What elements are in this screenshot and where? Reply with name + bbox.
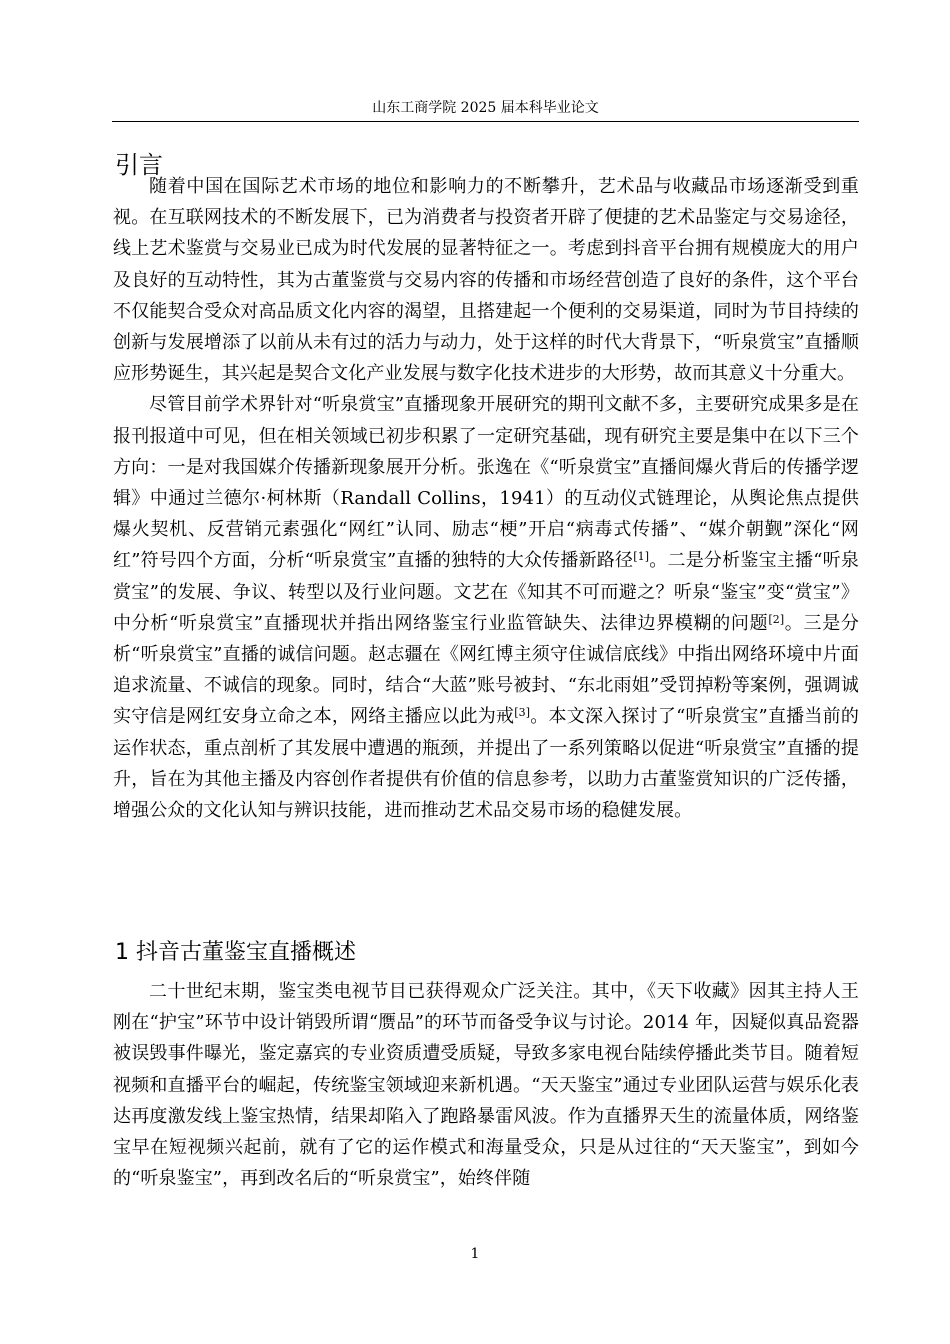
paragraph-text: 。三是分析“听泉赏宝”直播的诚信问题。赵志疆在《网红博主须守住诚信底线》中指出网络环境中片面追求流量、不诚信的现象。同时，结合“大蓝”账号被封、“东北雨姐”受罚掉粉等案例，强调诚实守信是网红安身立命之本，网络主播应以此为戒 [113, 612, 859, 728]
paragraph-text: 。二是分析鉴宝主播“听泉赏宝”的发展、争议、转型以及行业问题。文艺在《知其不可而避之？听泉“鉴宝”变“赏宝”》中分析“听泉赏宝”直播现状并指出网络鉴宝行业监管缺失、法律边界模糊的问题 [113, 550, 859, 634]
intro-body [113, 171, 859, 826]
page-number: 1 [470, 1246, 480, 1262]
paragraph-text: 。本文深入探讨了“听泉赏宝”直播当前的运作状态，重点剖析了其发展中遭遇的瓶颈，并提出了一系列策略以促进“听泉赏宝”直播的提升，旨在为其他主播及内容创作者提供有价值的信息参考，以助力古董鉴赏知识的广泛传播，增强公众的文化认知与辨识技能，进而推动艺术品交易市场的稳健发展。 [113, 706, 859, 822]
section-1-paragraph-1: 二十世纪末期，鉴宝类电视节目已获得观众广泛关注。其中，《天下收藏》因其主持人王刚在“护宝”环节中设计销毁所谓“赝品”的环节而备受争议与讨论。2014 年，因疑似真品瓷器被误毁事件曝光，鉴定嘉宾的专业资质遭受质疑，导致多家电视台陆续停播此类节目。随着短视频和直播平台的崛起，传统鉴宝领域迎来新机遇。“天天鉴宝”通过专业团队运营与娱乐化表达再度激发线上鉴宝热情，结果却陷入了跑路暴雷风波。作为直播界天生的流量体质，网络鉴宝早在短视频兴起前，就有了它的运作模式和海量受众，只是从过往的“天天鉴宝”，到如今的“听泉鉴宝”，再到改名后的“听泉赏宝”，始终伴随 [113, 981, 859, 1190]
citation-ref-2[interactable]: [2] [768, 612, 785, 626]
section-1-body [113, 976, 859, 1194]
intro-paragraph-2 [113, 389, 859, 826]
intro-paragraph-1: 随着中国在国际艺术市场的地位和影响力的不断攀升，艺术品与收藏品市场逐渐受到重视。在互联网技术的不断发展下，已为消费者与投资者开辟了便捷的艺术品鉴定与交易途径，线上艺术鉴赏与交易业已成为时代发展的显著特征之一。考虑到抖音平台拥有规模庞大的用户及良好的互动特性，其为古董鉴赏与交易内容的传播和市场经营创造了良好的条件，这个平台不仅能契合受众对高品质文化内容的渴望，且搭建起一个便利的交易渠道，同时为节目持续的创新与发展增添了以前从未有过的活力与动力，处于这样的时代大背景下，“听泉赏宝”直播顺应形势诞生，其兴起是契合文化产业发展与数字化技术进步的大形势，故而其意义十分重大。 [113, 176, 859, 385]
intro-title: 引言 [115, 151, 163, 179]
header-rule [112, 121, 859, 122]
running-header: 山东工商学院 2025 届本科毕业论文 [372, 100, 599, 116]
citation-ref-1[interactable]: [1] [633, 550, 650, 564]
citation-ref-3[interactable]: [3] [514, 706, 531, 720]
section-1-title: 1 抖音古董鉴宝直播概述 [115, 940, 356, 965]
paragraph-text: 尽管目前学术界针对“听泉赏宝”直播现象开展研究的期刊文献不多，主要研究成果多是在报刊报道中可见，但在相关领域已初步积累了一定研究基础，现有研究主要是集中在以下三个方向：一是对我国媒介传播新现象展开分析。张逸在《“听泉赏宝”直播间爆火背后的传播学逻辑》中通过兰德尔·柯林斯（Randall Collins，1941）的互动仪式链理论，从舆论焦点提供爆火契机、反营销元素强化“网红”认同、励志“梗”开启“病毒式传播”、“媒介朝觐”深化“网红”符号四个方面，分析“听泉赏宝”直播的独特的大众传播新路径 [113, 394, 859, 572]
